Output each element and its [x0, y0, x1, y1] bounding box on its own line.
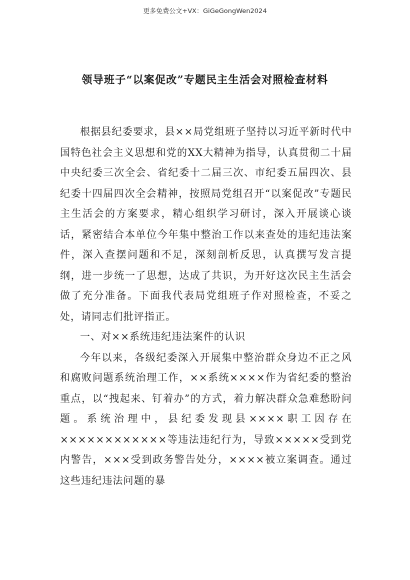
section-paragraph: 今年以来，各级纪委深入开展集中整治群众身边不正之风和腐败问题系统治理工作，××系统××××作为省纪委的整治重点，以“拽起来、钉着办”的方式，着力解决群众急难愁盼问题。系统治理中，县纪委发现县××××职工因存在××××××××××××等违法违纪行为，导致×××××受到党内警告，×××受到政务警告处分，××××被立案调查。通过这些违纪违法问题的暴	[60, 352, 352, 487]
section-heading: 一、对××系统违纪违法案件的认识	[80, 332, 246, 343]
header-note: 更多免费公文+VX：GiGeGongWen2024	[143, 7, 267, 15]
intro-paragraph: 根据县纪委要求，县××局党组班子坚持以习近平新时代中国特色社会主义思想和党的XX大精神为指导，认真贯彻二十届中央纪委三次全会、省纪委十二届三次、市纪委五届四次、县纪委十四届四次全会精神，按照局党组召开“以案促改”专题民主生活会的方案要求，精心组织学习研讨，深入开展谈心谈话，紧密结合本单位今年集中整治工作以来查处的违纪违法案件，深入查摆问题和不足，深刻剖析反思，认真撰写发言提纲，进一步统一了思想，达成了共识，为开好这次民主生活会做了充分准备。下面我代表局党组班子作对照检查，不妥之处，请同志们批评指正。	[60, 127, 352, 323]
document-body	[60, 123, 352, 492]
document-title: 领导班子“以案促改”专题民主生活会对照检查材料	[81, 74, 329, 86]
